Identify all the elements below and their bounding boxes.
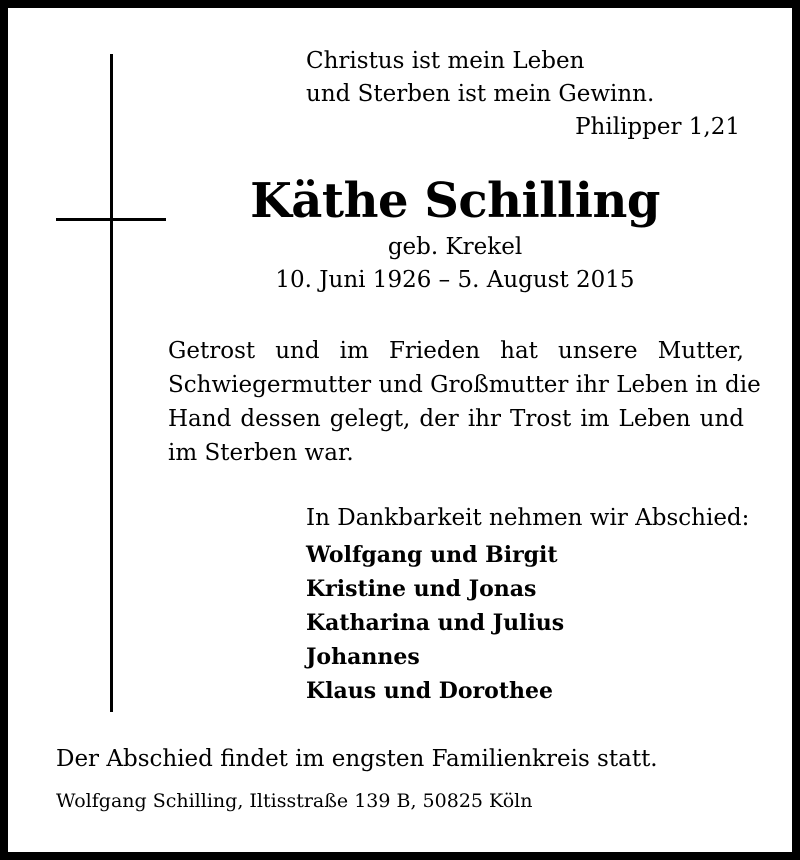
message-line: Getrost und im Frieden hat unsere Mutter, bbox=[168, 338, 744, 364]
life-dates: 10. Juni 1926 – 5. August 2015 bbox=[275, 267, 635, 293]
mourners-list bbox=[306, 538, 564, 708]
birth-name: geb. Krekel bbox=[387, 234, 523, 260]
message-line: Hand dessen gelegt, der ihr Trost im Leben und bbox=[168, 406, 744, 432]
verse-line-1: Christus ist mein Leben bbox=[306, 48, 585, 74]
message-line: Schwiegermutter und Großmutter ihr Leben in die bbox=[168, 372, 761, 398]
mourners-intro: In Dankbarkeit nehmen wir Abschied: bbox=[306, 505, 750, 531]
contact-address: Wolfgang Schilling, Iltisstraße 139 B, 50825 Köln bbox=[56, 790, 533, 812]
mourner-name: Johannes bbox=[306, 644, 420, 670]
farewell-note: Der Abschied findet im engsten Familienkreis statt. bbox=[56, 746, 658, 772]
verse-reference: Philipper 1,21 bbox=[575, 114, 740, 140]
deceased-name: Käthe Schilling bbox=[250, 173, 660, 229]
mourner-name: Katharina und Julius bbox=[306, 610, 565, 636]
mourner-name: Klaus und Dorothee bbox=[306, 678, 553, 704]
mourner-name: Kristine und Jonas bbox=[306, 576, 537, 602]
mourner-name: Wolfgang und Birgit bbox=[306, 542, 558, 568]
message-paragraph bbox=[168, 334, 761, 470]
verse-line-2: und Sterben ist mein Gewinn. bbox=[306, 81, 655, 107]
cross-icon-vertical-beam bbox=[110, 54, 113, 712]
message-line: im Sterben war. bbox=[168, 440, 354, 466]
